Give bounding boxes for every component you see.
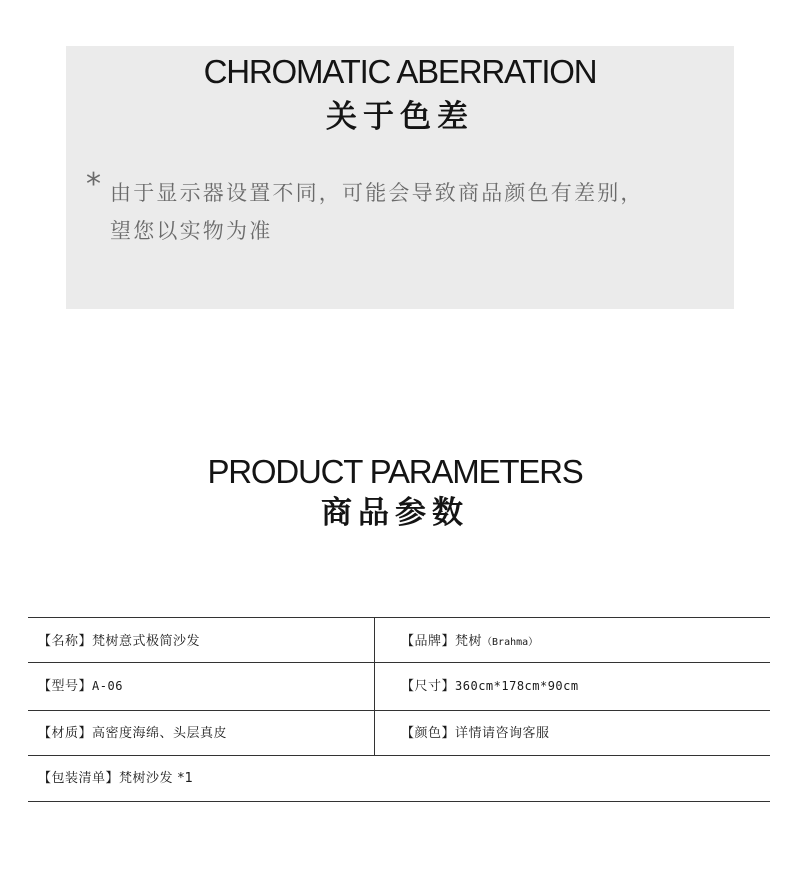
param-value: 梵树沙发 *1 bbox=[119, 771, 194, 786]
param-material bbox=[38, 726, 227, 742]
param-label: 【名称】 bbox=[38, 634, 93, 649]
table-divider bbox=[28, 617, 770, 618]
param-value: 详情请咨询客服 bbox=[455, 726, 550, 741]
param-model bbox=[38, 678, 123, 695]
param-label: 【型号】 bbox=[38, 679, 93, 694]
param-label: 【材质】 bbox=[38, 726, 93, 741]
chromatic-aberration-notice bbox=[66, 46, 734, 309]
param-label: 【尺寸】 bbox=[401, 679, 456, 694]
param-value: 梵树意式极简沙发 bbox=[92, 634, 201, 649]
param-size bbox=[401, 678, 579, 695]
notice-title-en: CHROMATIC ABERRATION bbox=[203, 53, 597, 90]
product-parameters-header bbox=[0, 452, 790, 532]
param-value: A-06 bbox=[92, 679, 123, 693]
notice-line-1: 由于显示器设置不同，可能会导致商品颜色有差别， bbox=[110, 181, 644, 205]
param-color bbox=[401, 726, 550, 742]
param-value: 高密度海绵、头层真皮 bbox=[92, 726, 228, 741]
param-brand bbox=[401, 634, 538, 651]
params-title-zh: 商品参数 bbox=[321, 495, 469, 531]
notice-body bbox=[110, 174, 725, 250]
table-divider bbox=[28, 710, 770, 711]
notice-line-2: 望您以实物为准 bbox=[110, 219, 273, 243]
param-value: 360cm*178cm*90cm bbox=[455, 679, 579, 693]
table-column-divider bbox=[374, 617, 375, 755]
params-title-en: PRODUCT PARAMETERS bbox=[207, 453, 583, 490]
param-packing-list bbox=[38, 771, 193, 787]
param-name bbox=[38, 634, 200, 650]
asterisk-icon: * bbox=[86, 167, 101, 202]
table-divider bbox=[28, 755, 770, 756]
table-divider bbox=[28, 662, 770, 663]
notice-title-zh: 关于色差 bbox=[326, 99, 474, 135]
table-divider bbox=[28, 801, 770, 802]
param-value-extra: （Brahma） bbox=[482, 637, 539, 648]
param-label: 【包装清单】 bbox=[38, 771, 120, 786]
param-value: 梵树 bbox=[455, 634, 483, 649]
param-label: 【品牌】 bbox=[401, 634, 456, 649]
param-label: 【颜色】 bbox=[401, 726, 456, 741]
